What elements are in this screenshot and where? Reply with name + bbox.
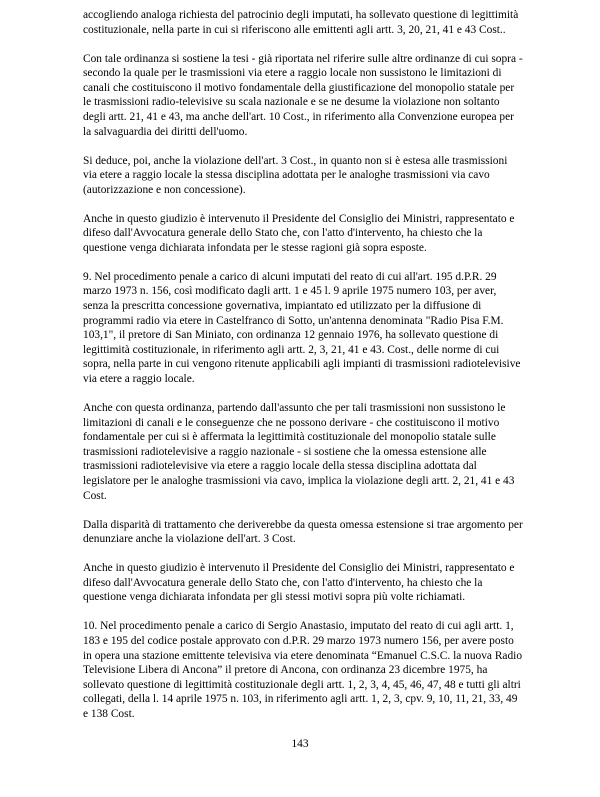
paragraph-3: Si deduce, poi, anche la violazione dell'art. 3 Cost., in quanto non si è estesa alle trasmissioni via etere a raggio locale la stessa disciplina adottata per le analoghe trasmissioni via cavo (autorizzazione e non concessione). xyxy=(83,154,508,196)
paragraph-1: accogliendo analoga richiesta del patrocinio degli imputati, ha sollevato questione di legittimità costituzionale, nella parte in cui si riferiscono alle emittenti agli artt. 3, 20, 21, 41 e 43 Cost.. xyxy=(83,9,519,36)
paragraph-6: Anche con questa ordinanza, partendo dall'assunto che per tali trasmissioni non sussistono le limitazioni di canali e le conseguenze che ne possono derivare - che costituiscono il motivo fondamentale per cui si è affermata la legittimità costituzionale del monopolio statale sulle trasmissioni radiotelevisive a raggio nazionale - si sostiene che la omessa estensione alle trasmissioni radiotelevisive via etere a raggio locale della stessa disciplina adottata dal legislatore per le analoghe trasmissioni via cavo, implica la violazione degli artt. 2, 21, 41 e 43 Cost. xyxy=(83,402,515,502)
paragraph-8: Anche in questo giudizio è intervenuto il Presidente del Consiglio dei Ministri, rappresentato e difeso dall'Avvocatura generale dello Stato che, con l'atto d'intervento, ha chiesto che la questione venga dichiarata infondata per gli stessi motivi sopra più volte richiamati. xyxy=(83,562,515,604)
paragraph-4: Anche in questo giudizio è intervenuto il Presidente del Consiglio dei Ministri, rappresentato e difeso dall'Avvocatura generale dello Stato che, con l'atto d'intervento, ha chiesto che la questione venga dichiarata infondata per le stesse ragioni già sopra esposte. xyxy=(83,212,515,254)
page-number: 143 xyxy=(291,738,309,750)
document-page xyxy=(83,8,523,736)
paragraph-7: Dalla disparità di trattamento che deriverebbe da questa omessa estensione si trae argomento per denunziare anche la violazione dell'art. 3 Cost. xyxy=(83,518,523,546)
paragraph-9: 10. Nel procedimento penale a carico di Sergio Anastasio, imputato del reato di cui agli artt. 1, 183 e 195 del codice postale approvato con d.P.R. 29 marzo 1973 numero 156, per avere posto in opera una stazione emittente televisiva via etere denominata “Emanuel C.S.C. la nuova Radio Televisione Libera di Ancona” il pretore di Ancona, con ordinanza 23 dicembre 1975, ha sollevato questione di legittimità costituzionale degli artt. 1, 2, 3, 4, 45, 46, 47, 48 e tutti gli altri collegati, della l. 14 aprile 1975 n. 103, in riferimento agli artt. 1, 2, 3, cpv. 9, 10, 11, 21, 33, 49 e 138 Cost. xyxy=(83,620,523,720)
paragraph-5: 9. Nel procedimento penale a carico di alcuni imputati del reato di cui all'art. 195 d.P.R. 29 marzo 1973 n. 156, così modificato dagli artt. 1 e 45 l. 9 aprile 1975 numero 103, per aver, senza la prescritta concessione governativa, impiantato ed utilizzato per la diffusione di programmi radio via etere in Castelfranco di Sotto, un'antenna denominata "Radio Pisa F.M. 103,1", il pretore di San Miniato, con ordinanza 12 gennaio 1976, ha sollevato questione di legittimità costituzionale, in riferimento agli artt. 2, 3, 21, 41 e 43. Cost., delle norme di cui sopra, nella parte in cui vengono ritenute applicabili agli impianti di trasmissioni radiotelevisive via etere a raggio locale. xyxy=(83,270,521,386)
paragraph-2: Con tale ordinanza si sostiene la tesi - già riportata nel riferire sulle altre ordinanze di cui sopra - secondo la quale per le trasmissioni via etere a raggio locale non sussistono le limitazioni di canali che costituiscono il motivo fondamentale della giustificazione del monopolio statale per le trasmissioni radio-televisive su scala nazionale e se ne desume la violazione non soltanto degli artt. 21, 41 e 43, ma anche dell'art. 10 Cost., in riferimento alla Convenzione europea per la salvaguardia dei diritti dell'uomo. xyxy=(83,52,523,138)
